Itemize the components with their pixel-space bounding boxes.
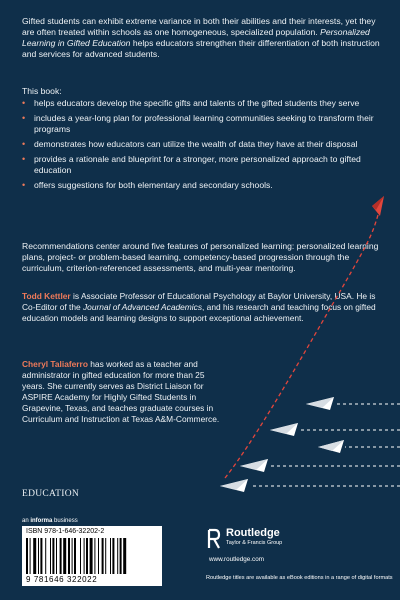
category-label: EDUCATION bbox=[22, 489, 80, 499]
journal-title: Journal of Advanced Academics bbox=[82, 302, 203, 312]
routledge-logo-icon bbox=[206, 528, 222, 550]
intro-text-1: Gifted students can exhibit extreme variance in both their abilities and their interests, yet they are often treated within schools as one homogeneous, specialized population. bbox=[22, 16, 376, 37]
this-book-label: This book: bbox=[22, 86, 62, 96]
isbn-barcode bbox=[22, 526, 162, 586]
barcode-bar bbox=[74, 538, 76, 574]
barcode-bar bbox=[68, 538, 70, 574]
isbn-text: ISBN 978-1-646-32202-2 bbox=[26, 528, 105, 535]
barcode-bar bbox=[50, 538, 51, 574]
publisher-url: www.routledge.com bbox=[209, 556, 264, 563]
list-item: • offers suggestions for both elementary and secondary schools. bbox=[22, 180, 273, 190]
barcode-number: 9 781646 322022 bbox=[26, 575, 98, 584]
bullet-icon: • bbox=[22, 180, 26, 190]
author-bio-taliaferro: Cheryl Taliaferro has worked as a teacher and administrator in gifted education for more than 25 years. She currently serves as District Liaison for ASPIRE Academy for Highly Gifted Students in Grapevine, Texas, and teaches graduate courses in Curriculum and Instruction at Texas A&M-Commerce. bbox=[22, 359, 220, 424]
barcode-bar bbox=[98, 538, 99, 574]
white-paper-plane-icon bbox=[270, 423, 400, 436]
bullet-icon: • bbox=[22, 139, 26, 149]
author-name: Todd Kettler bbox=[22, 291, 71, 301]
author-bio-kettler: Todd Kettler is Associate Professor of Educational Psychology at Baylor University, USA. He is Co-Editor of the Journal of Advanced Academics, and his research and teaching focus on gifted education models and learning designs to support exceptional achievement. bbox=[22, 291, 376, 323]
barcode-bar bbox=[72, 538, 73, 574]
barcode-bar bbox=[102, 538, 104, 574]
book-title: Personalized Learning in Gifted Education bbox=[22, 27, 370, 48]
bullet-icon: • bbox=[22, 113, 26, 123]
bullet-icon: • bbox=[22, 98, 26, 108]
barcode-bar bbox=[56, 538, 57, 574]
bullet-icon: • bbox=[22, 154, 26, 164]
barcode-bar bbox=[45, 538, 46, 574]
barcode-bar bbox=[117, 538, 118, 574]
barcode-bar bbox=[80, 538, 81, 574]
barcode-bar bbox=[112, 538, 114, 574]
barcode-bar bbox=[94, 538, 95, 574]
feature-list bbox=[22, 98, 382, 195]
barcode-bar bbox=[84, 538, 85, 574]
publisher-name: Routledge bbox=[226, 527, 280, 539]
barcode-bar bbox=[33, 538, 36, 574]
barcode-bar bbox=[38, 538, 39, 574]
white-paper-plane-icon bbox=[240, 459, 400, 472]
barcode-bar bbox=[123, 538, 126, 574]
barcode-bar bbox=[26, 538, 28, 574]
author-name: Cheryl Taliaferro bbox=[22, 359, 88, 369]
informa-tagline: an informa business bbox=[22, 518, 78, 524]
white-paper-plane-icon bbox=[318, 440, 400, 453]
recommendations-paragraph: Recommendations center around five features of personalized learning: personalized learning plans, project- or problem-based learning, competency-based progression through the curriculum, criterion-referenced assessments, and multi-year mentoring. bbox=[22, 241, 379, 273]
white-paper-plane-icon bbox=[220, 479, 400, 492]
list-item: • helps educators develop the specific gifts and talents of the gifted students they serve bbox=[22, 98, 360, 108]
barcode-bar bbox=[105, 538, 106, 574]
barcode-bar bbox=[120, 538, 122, 574]
publisher-subtitle: Taylor & Francis Group bbox=[226, 540, 283, 546]
barcode-bar bbox=[90, 538, 93, 574]
barcode-bar bbox=[86, 538, 88, 574]
list-item: • includes a year-long plan for professional learning communities seeking to transform their programs bbox=[22, 113, 374, 134]
white-paper-plane-icon bbox=[306, 397, 400, 410]
intro-text-2: helps educators strengthen their differentiation of both instruction and services for advanced students. bbox=[22, 38, 380, 59]
red-paper-plane-icon bbox=[372, 196, 384, 216]
barcode-bar bbox=[63, 538, 66, 574]
barcode-bar bbox=[40, 538, 42, 574]
barcode-bar bbox=[110, 538, 111, 574]
list-item: • provides a rationale and blueprint for a stronger, more personalized approach to gifted education bbox=[22, 154, 361, 175]
list-item: • demonstrates how educators can utilize the wealth of data they have at their disposal bbox=[22, 139, 358, 149]
informa-brand: informa bbox=[30, 518, 53, 524]
barcode-bar bbox=[30, 538, 31, 574]
barcode-bars bbox=[26, 538, 158, 574]
barcode-bar bbox=[60, 538, 62, 574]
intro-paragraph bbox=[22, 16, 382, 60]
barcode-bar bbox=[52, 538, 54, 574]
ebook-note: Routledge titles are available as eBook editions in a range of digital formats bbox=[206, 575, 393, 581]
